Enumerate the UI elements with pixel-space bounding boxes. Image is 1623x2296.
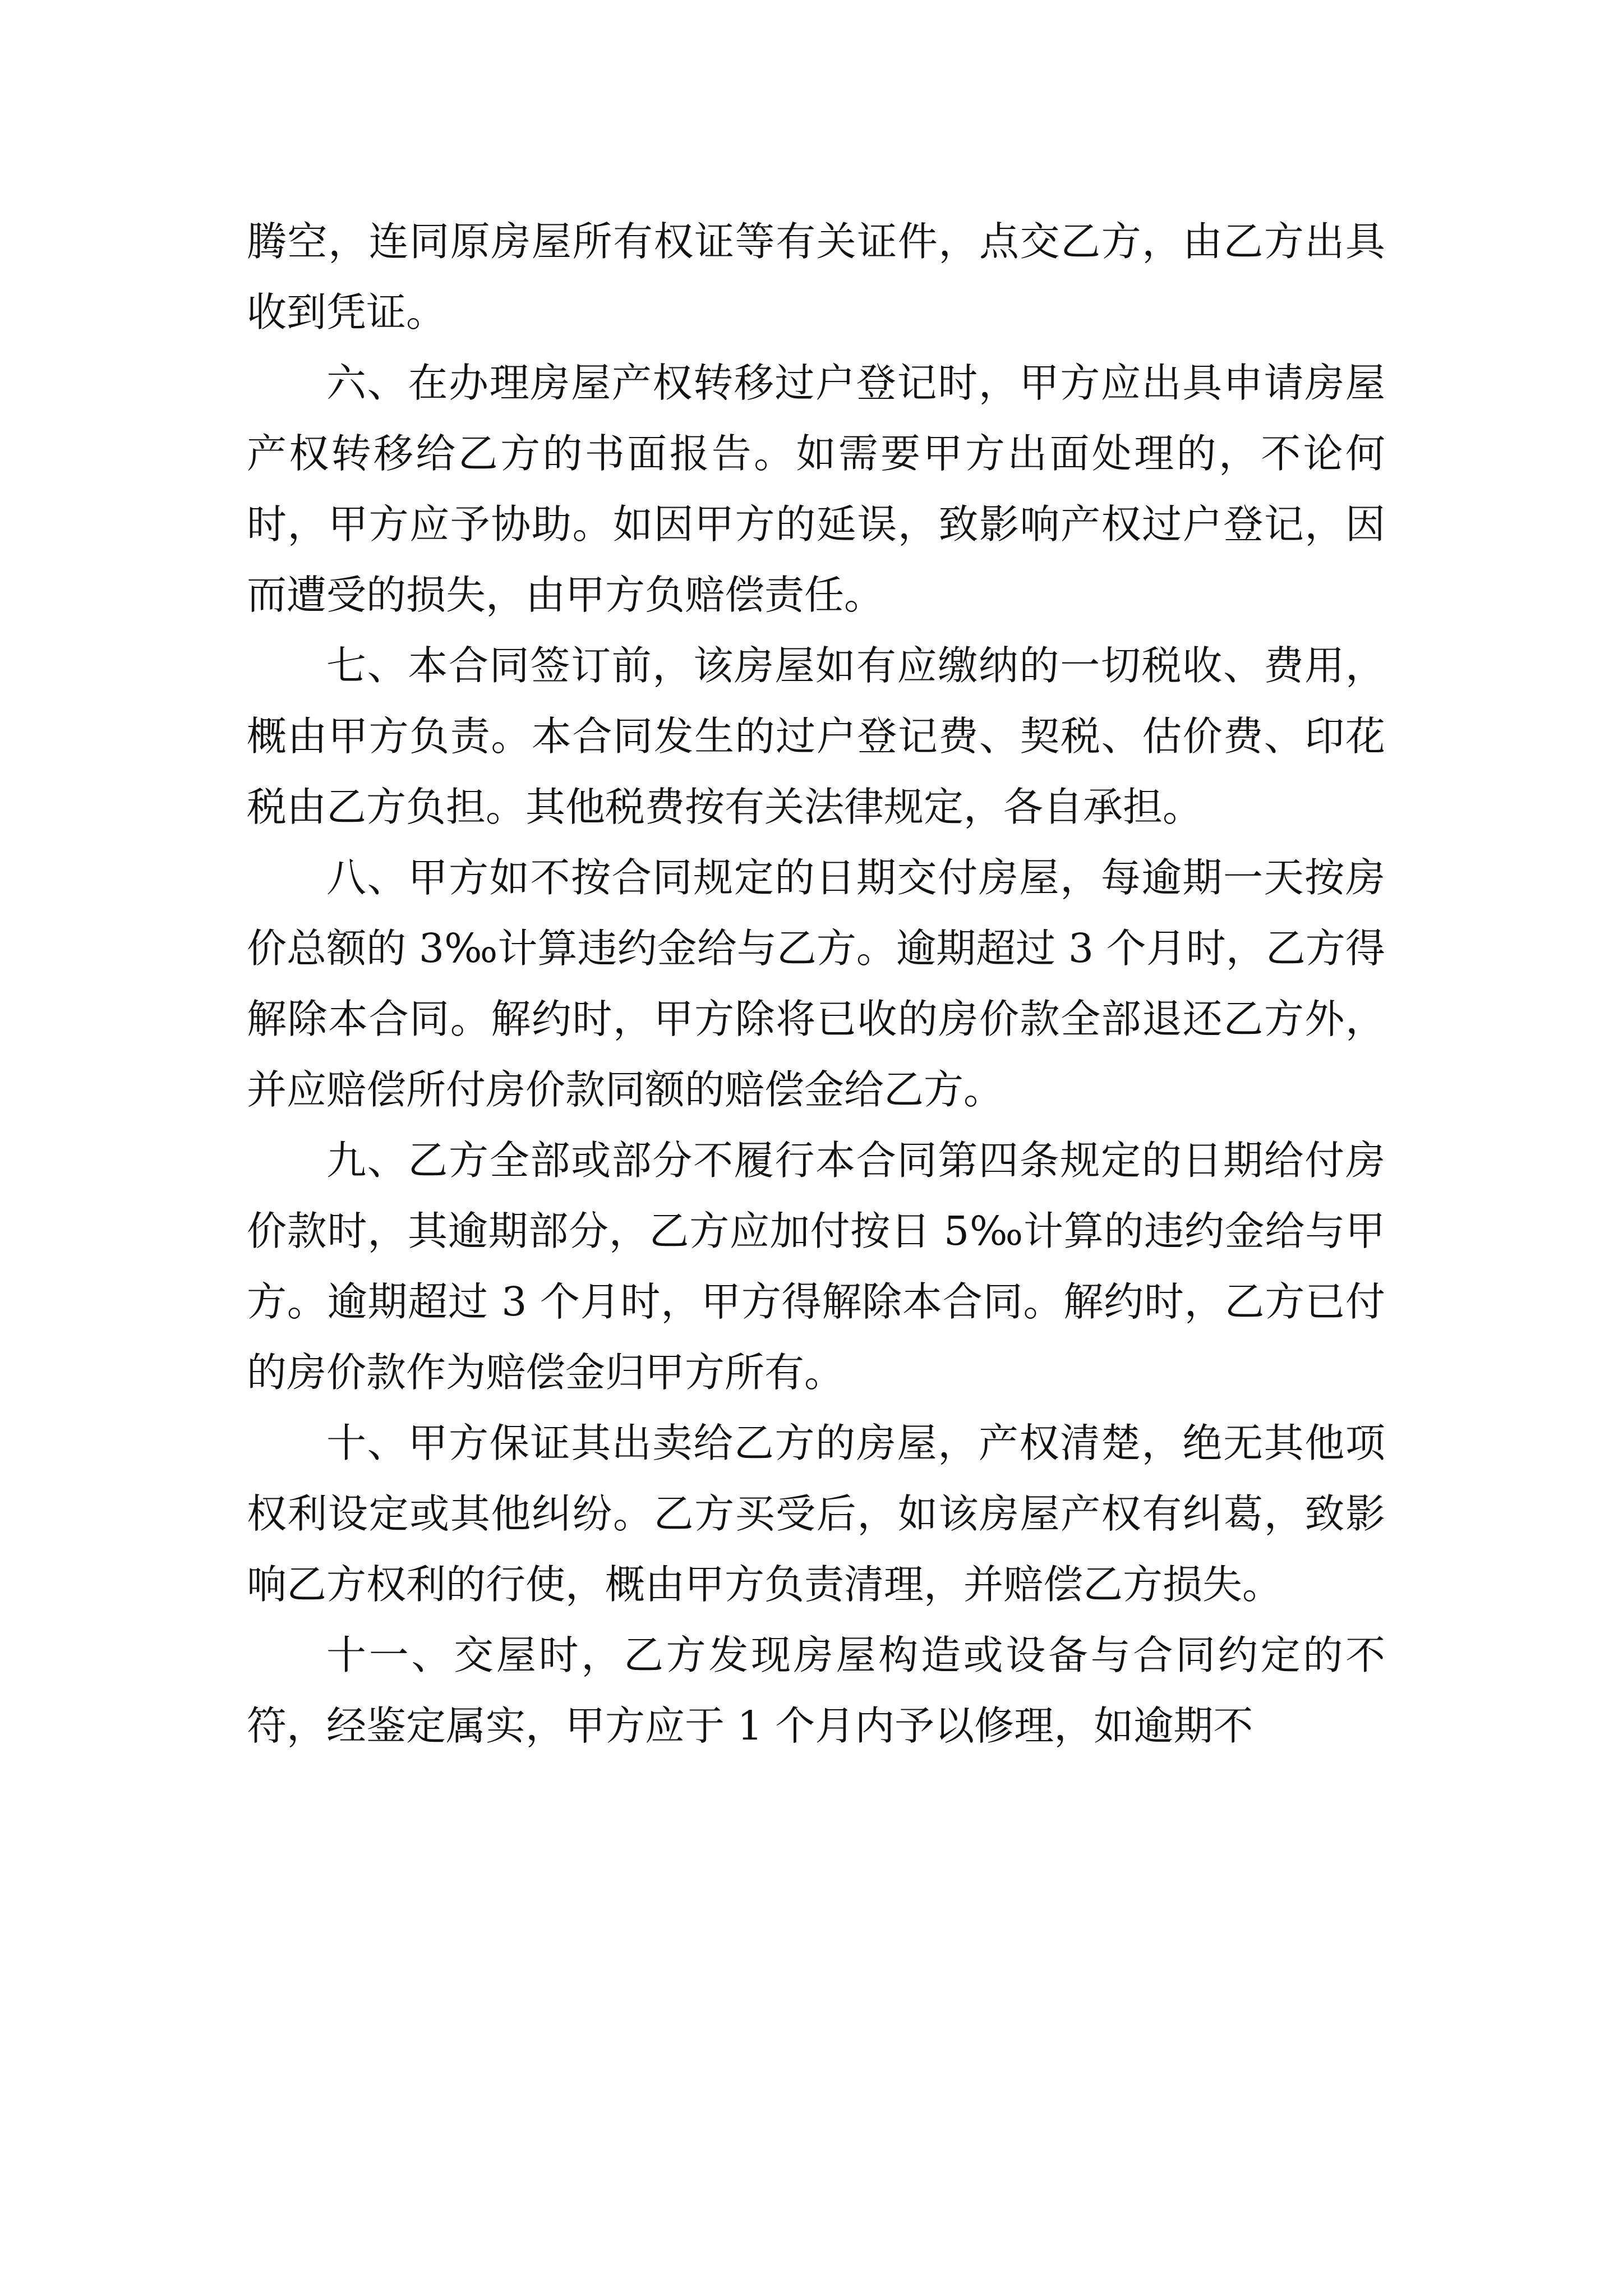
paragraph-clause-6: 六、在办理房屋产权转移过户登记时，甲方应出具申请房屋产权转移给乙方的书面报告。如需要甲方出面处理的，不论何时，甲方应予协助。如因甲方的延误，致影响产权过户登记，因而遭受的损失，由甲方负赔偿责任。 xyxy=(247,360,1385,618)
document-body xyxy=(247,206,1385,1761)
paragraph-clause-11: 十一、交屋时，乙方发现房屋构造或设备与合同约定的不符，经鉴定属实，甲方应于 1 个月内予以修理，如逾期不 xyxy=(247,1632,1385,1749)
paragraph-clause-8: 八、甲方如不按合同规定的日期交付房屋，每逾期一天按房价总额的 3‰计算违约金给与乙方。逾期超过 3 个月时，乙方得解除本合同。解约时，甲方除将已收的房价款全部退还乙方外，并应赔偿所付房价款同额的赔偿金给乙方。 xyxy=(247,854,1385,1113)
paragraph-clause-9: 九、乙方全部或部分不履行本合同第四条规定的日期给付房价款时，其逾期部分，乙方应加付按日 5‰计算的违约金给与甲方。逾期超过 3 个月时，甲方得解除本合同。解约时，乙方已付的房价款作为赔偿金归甲方所有。 xyxy=(247,1137,1385,1396)
paragraph-continued: 腾空，连同原房屋所有权证等有关证件，点交乙方，由乙方出具收到凭证。 xyxy=(247,218,1385,335)
paragraph-clause-7: 七、本合同签订前，该房屋如有应缴纳的一切税收、费用，概由甲方负责。本合同发生的过户登记费、契税、估价费、印花税由乙方负担。其他税费按有关法律规定，各自承担。 xyxy=(247,642,1385,830)
paragraph-clause-10: 十、甲方保证其出卖给乙方的房屋，产权清楚，绝无其他项权利设定或其他纠纷。乙方买受后，如该房屋产权有纠葛，致影响乙方权利的行使，概由甲方负责清理，并赔偿乙方损失。 xyxy=(247,1420,1385,1608)
